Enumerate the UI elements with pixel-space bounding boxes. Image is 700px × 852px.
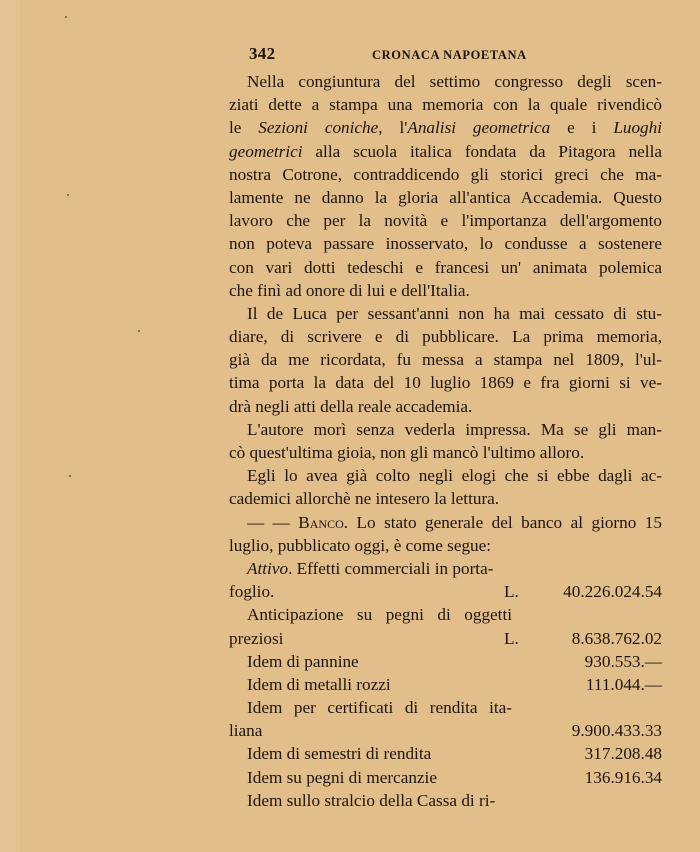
text-run: . Lo stato generale del banco al giorno 15 xyxy=(343,512,662,532)
ledger-row xyxy=(229,673,662,696)
text-line: già da me ricordata, fu messa a stampa nel 1809, l'ul- xyxy=(229,350,662,370)
text-run: , l' xyxy=(378,118,408,138)
paper-speck xyxy=(138,330,140,332)
text-line: cademici allorchè ne intesero la lettura. xyxy=(229,489,500,509)
page-edge-strip xyxy=(0,0,20,852)
paper-speck xyxy=(65,16,67,18)
text-line: diare, di scrivere e di pubblicare. La prima memoria, xyxy=(229,327,662,347)
text-run: e i xyxy=(550,118,614,138)
text-run: alla scuola italica fondata da Pitagora nella xyxy=(302,141,662,161)
ledger-row xyxy=(229,627,662,650)
ledger-row xyxy=(229,650,662,673)
text-line: nostra Cotrone, contraddicendo gli storici greci che ma- xyxy=(229,164,662,184)
ledger-label: Idem di metalli rozzi xyxy=(247,674,391,694)
text-line: Egli lo avea già colto negli elogi che si ebbe dagli ac- xyxy=(247,466,662,486)
italic-term: Luoghi xyxy=(613,118,663,138)
paragraph-banco xyxy=(229,511,662,557)
text-line: drà negli atti della reale accademia. xyxy=(229,396,473,416)
ledger-label: foglio. xyxy=(229,582,275,602)
ledger-row xyxy=(229,789,662,812)
ledger-attivo xyxy=(229,557,662,812)
ledger-label: Idem su pegni di mercanzie xyxy=(247,767,437,787)
text-line: che finì ad onore di lui e dell'Italia. xyxy=(229,280,470,300)
ledger-value: 317.208.48 xyxy=(584,744,662,764)
text-run: . Effetti commerciali in porta- xyxy=(288,558,494,578)
ledger-heading: Attivo xyxy=(247,558,289,578)
ledger-row xyxy=(229,580,662,603)
italic-term: Analisi geometrica xyxy=(407,118,551,138)
paragraph-de-luca xyxy=(229,302,662,418)
ledger-row xyxy=(229,742,662,765)
ledger-value: 40.226.024.54 xyxy=(563,582,662,602)
ledger-label: Idem di semestri di rendita xyxy=(247,744,432,764)
text-line xyxy=(229,511,662,534)
italic-term: Sezioni coniche xyxy=(258,118,379,138)
text-line: lavoro che per la novità e l'importanza dell'argomento xyxy=(229,211,662,231)
page-number: 342 xyxy=(249,44,276,63)
ledger-label: Idem di pannine xyxy=(247,651,359,671)
ledger-label: Idem sullo stralcio della Cassa di ri- xyxy=(247,790,496,810)
text-line: Il de Luca per sessant'anni non ha mai cessato di stu- xyxy=(247,303,662,323)
ledger-value: 136.916.34 xyxy=(584,767,662,787)
running-title: CRONACA NAPOETANA xyxy=(372,48,527,62)
text-line xyxy=(229,116,662,139)
italic-term: geometrici xyxy=(229,141,303,161)
text-line: lamente ne danno la gloria all'antica Accademia. Questo xyxy=(229,187,662,207)
ledger-row xyxy=(229,719,662,742)
ledger-row xyxy=(229,766,662,789)
text-line: Anticipazione su pegni di oggetti xyxy=(247,605,512,625)
paper-speck xyxy=(69,475,71,477)
text-line xyxy=(229,557,662,580)
em-dashes: — — xyxy=(247,512,299,532)
paragraph-congress xyxy=(229,70,662,302)
text-line: luglio, pubblicato oggi, è come segue: xyxy=(229,535,492,555)
ledger-label: liana xyxy=(229,721,263,741)
running-head xyxy=(229,44,662,70)
section-keyword: Banco xyxy=(298,512,344,532)
ledger-label: preziosi xyxy=(229,628,284,648)
book-page xyxy=(229,44,662,812)
paper-speck xyxy=(67,194,69,196)
text-line: cò quest'ultima gioia, non gli mancò l'ultimo alloro. xyxy=(229,443,585,462)
ledger-currency: L. xyxy=(504,628,519,648)
text-line: tima porta la data del 10 luglio 1869 e fra giorni si ve- xyxy=(229,373,662,393)
paragraph-elogi xyxy=(229,464,662,510)
text-line: L'autore morì senza vederla impressa. Ma se gli man- xyxy=(247,419,662,439)
text-line: con vari dotti tedeschi e francesi un' animata polemica xyxy=(229,257,662,277)
paragraph-death xyxy=(229,418,662,464)
ledger-value: 8.638.762.02 xyxy=(571,628,662,648)
text-line: Idem per certificati di rendita ita- xyxy=(247,698,512,718)
ledger-value: 930.553.— xyxy=(584,651,662,671)
ledger-value: 9.900.433.33 xyxy=(571,721,662,741)
text-line: Nella congiuntura del settimo congresso degli scen- xyxy=(247,72,662,91)
text-line: non poteva passare inosservato, lo condusse a sostenere xyxy=(229,234,662,254)
ledger-value: 111.044.— xyxy=(585,674,662,694)
text-line: ziati dette a stampa una memoria con la quale rivendicò xyxy=(229,95,662,115)
ledger-currency: L. xyxy=(504,582,519,602)
text-run: le xyxy=(229,118,259,138)
text-line xyxy=(229,140,662,163)
